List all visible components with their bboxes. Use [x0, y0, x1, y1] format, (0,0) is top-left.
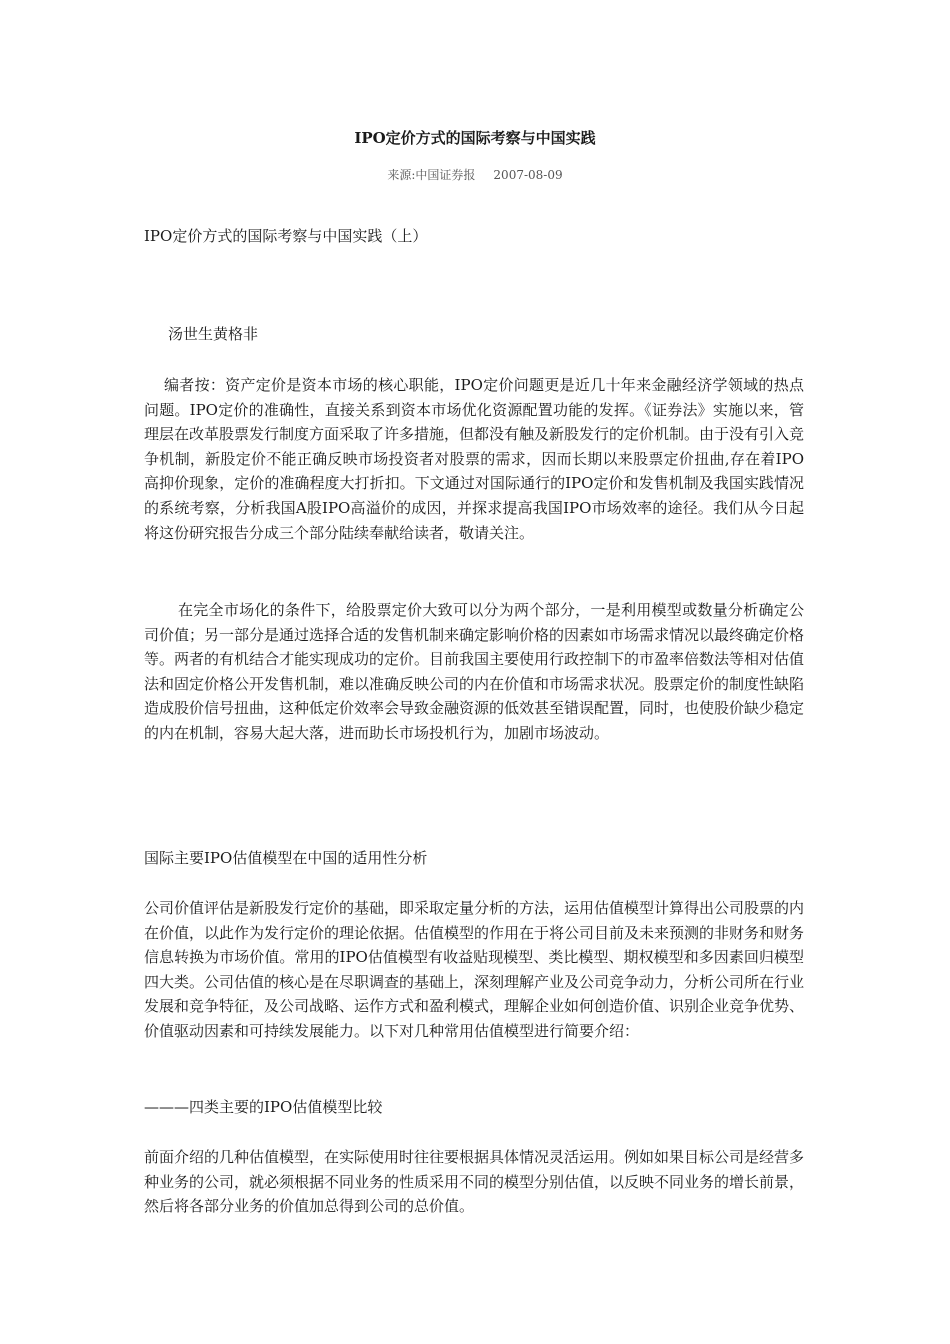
closing-paragraph: 前面介绍的几种估值模型，在实际使用时往往要根据具体情况灵活运用。例如如果目标公司是经营多种业务的公司，就必须根据不同业务的性质采用不同的模型分别估值，以反映不同业务的增长前景，然后将各部分业务的价值加总得到公司的总价值。 — [144, 1148, 805, 1216]
article-title: IPO定价方式的国际考察与中国实践 — [354, 129, 596, 147]
section-heading: 国际主要IPO估值模型在中国的适用性分析 — [144, 849, 428, 867]
subsection-heading: ———四类主要的IPO估值模型比较 — [144, 1098, 383, 1116]
article-date: 2007-08-09 — [493, 168, 563, 182]
editor-note-paragraph: 编者按：资产定价是资本市场的核心职能，IPO定价问题更是近几十年来金融经济学领域的热点问题。IPO定价的准确性，直接关系到资本市场优化资源配置功能的发挥。《证券法》实施以来，管理层在改革股票发行制度方面采取了许多措施，但都没有触及新股发行的定价机制。由于没有引入竞争机制，新股定价不能正确反映市场投资者对股票的需求，因而长期以来股票定价扭曲,存在着IPO高抑价现象，定价的准确程度大打折扣。下文通过对国际通行的IPO定价和发售机制及我国实践情况的系统考察，分析我国A股IPO高溢价的成因，并探求提高我国IPO市场效率的途径。我们从今日起将这份研究报告分成三个部分陆续奉献给读者，敬请关注。 — [144, 376, 805, 542]
article-authors: 汤世生黄格非 — [168, 325, 259, 343]
article-source: 来源:中国证券报 — [387, 168, 476, 182]
article-meta — [0, 166, 950, 184]
intro-paragraph: 在完全市场化的条件下，给股票定价大致可以分为两个部分，一是利用模型或数量分析确定公司价值；另一部分是通过选择合适的发售机制来确定影响价格的因素如市场需求情况以最终确定价格等。两者的有机结合才能实现成功的定价。目前我国主要使用行政控制下的市盈率倍数法等相对估值法和固定价格公开发售机制，难以准确反映公司的内在价值和市场需求状况。股票定价的制度性缺陷造成股价信号扭曲，这种低定价效率会导致金融资源的低效甚至错误配置，同时，也使股价缺少稳定的内在机制，容易大起大落，进而助长市场投机行为，加剧市场波动。 — [144, 601, 805, 742]
valuation-paragraph: 公司价值评估是新股发行定价的基础，即采取定量分析的方法，运用估值模型计算得出公司股票的内在价值，以此作为发行定价的理论依据。估值模型的作用在于将公司目前及未来预测的非财务和财务信息转换为市场价值。常用的IPO估值模型有收益贴现模型、类比模型、期权模型和多因素回归模型四大类。公司估值的核心是在尽职调查的基础上，深刻理解产业及公司竞争动力，分析公司所在行业发展和竞争特征，及公司战略、运作方式和盈利模式，理解企业如何创造价值、识别企业竞争优势、价值驱动因素和可持续发展能力。以下对几种常用估值模型进行简要介绍： — [144, 899, 805, 1040]
article-subtitle: IPO定价方式的国际考察与中国实践（上） — [144, 227, 428, 245]
